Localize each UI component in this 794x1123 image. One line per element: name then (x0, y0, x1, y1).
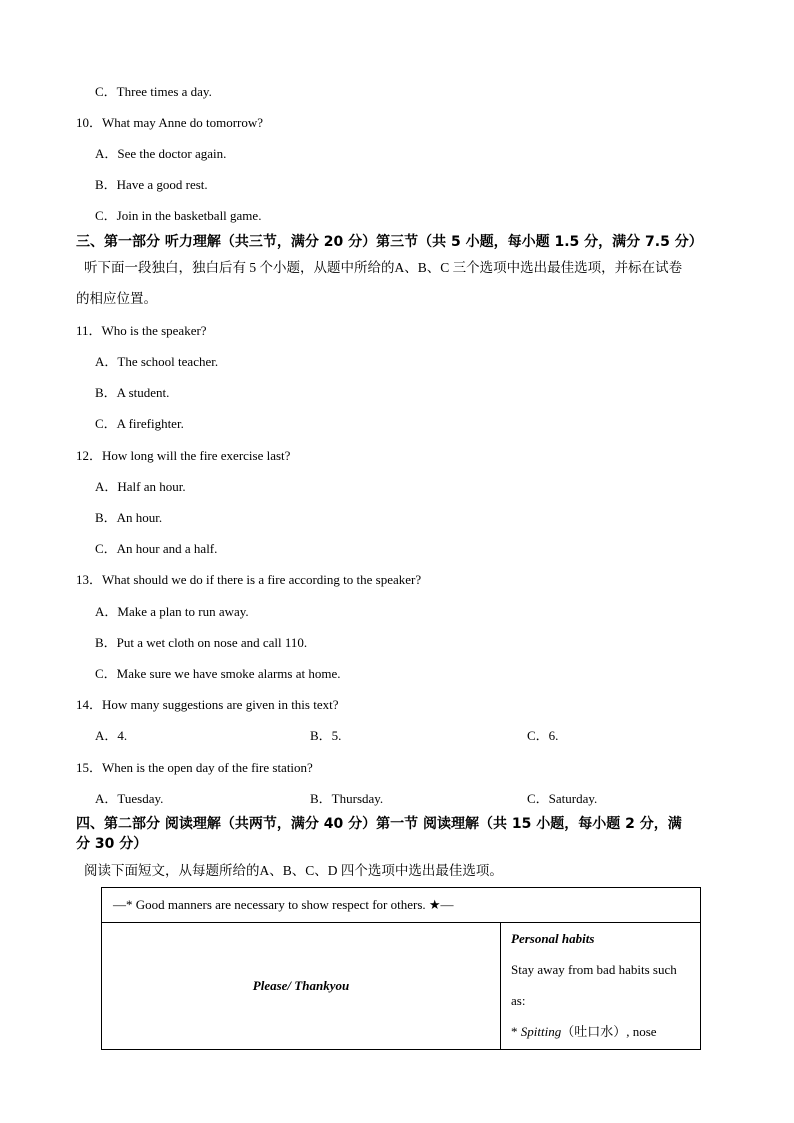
personal-habits-title: Personal habits (511, 931, 595, 946)
q11-question: 11．Who is the speaker? (76, 323, 207, 338)
section3-instruction-1: 听下面一段独白，独白后有 5 个小题，从题中所给的A、B、C 三个选项中选出最佳选项，并标在试卷 (84, 260, 683, 275)
q10-option-b: B．Have a good rest. (95, 177, 208, 192)
habits-line-3 (511, 1016, 700, 1047)
q11-option-c: C．A firefighter. (95, 416, 184, 431)
habits-spitting-rest: （吐口水）, nose (561, 1024, 657, 1039)
section3-instruction-2: 的相应位置。 (76, 291, 157, 306)
passage-right-cell (501, 923, 701, 1050)
habits-spitting: Spitting (520, 1024, 562, 1039)
habits-bullet: * (511, 1024, 521, 1039)
q9-option-c: C．Three times a day. (95, 84, 212, 99)
q13-option-a: A．Make a plan to run away. (95, 604, 249, 619)
q12-option-b: B．An hour. (95, 510, 163, 525)
q14-option-c: C．6. (527, 728, 559, 743)
q10-option-c: C．Join in the basketball game. (95, 208, 262, 223)
habits-line-2: as: (511, 993, 526, 1008)
q14-option-b: B．5. (310, 728, 342, 743)
q10-option-a: A．See the doctor again. (95, 146, 227, 161)
q12-option-a: A．Half an hour. (95, 479, 186, 494)
q15-option-b: B．Thursday. (310, 791, 384, 806)
q13-option-b: B．Put a wet cloth on nose and call 110. (95, 635, 308, 650)
q15-question: 15．When is the open day of the fire station? (76, 760, 313, 775)
q11-option-a: A．The school teacher. (95, 354, 219, 369)
q10-question: 10．What may Anne do tomorrow? (76, 115, 264, 130)
q12-option-c: C．An hour and a half. (95, 541, 218, 556)
passage-table (101, 887, 701, 1050)
q14-question: 14．How many suggestions are given in this text? (76, 697, 339, 712)
section4-heading-1: 四、第二部分 阅读理解（共两节，满分 40 分）第一节 阅读理解（共 15 小题，每小题 2 分，满 (76, 816, 682, 832)
q11-option-b: B．A student. (95, 385, 170, 400)
q13-option-c: C．Make sure we have smoke alarms at home. (95, 666, 341, 681)
q15-option-c: C．Saturday. (527, 791, 598, 806)
section3-heading: 三、第一部分 听力理解（共三节，满分 20 分）第三节（共 5 小题，每小题 1.5 分，满分 7.5 分） (76, 234, 703, 250)
q14-option-a: A．4. (95, 728, 128, 743)
q12-question: 12．How long will the fire exercise last? (76, 448, 291, 463)
q15-option-a: A．Tuesday. (95, 791, 164, 806)
section4-instruction: 阅读下面短文，从每题所给的A、B、C、D 四个选项中选出最佳选项。 (84, 863, 503, 878)
passage-left-title: Please/ Thankyou (102, 923, 501, 1050)
habits-line-1: Stay away from bad habits such (511, 962, 677, 977)
passage-banner: —* Good manners are necessary to show respect for others. ★— (102, 888, 701, 923)
section4-heading-2: 分 30 分） (76, 836, 148, 852)
q13-question: 13．What should we do if there is a fire according to the speaker? (76, 572, 422, 587)
